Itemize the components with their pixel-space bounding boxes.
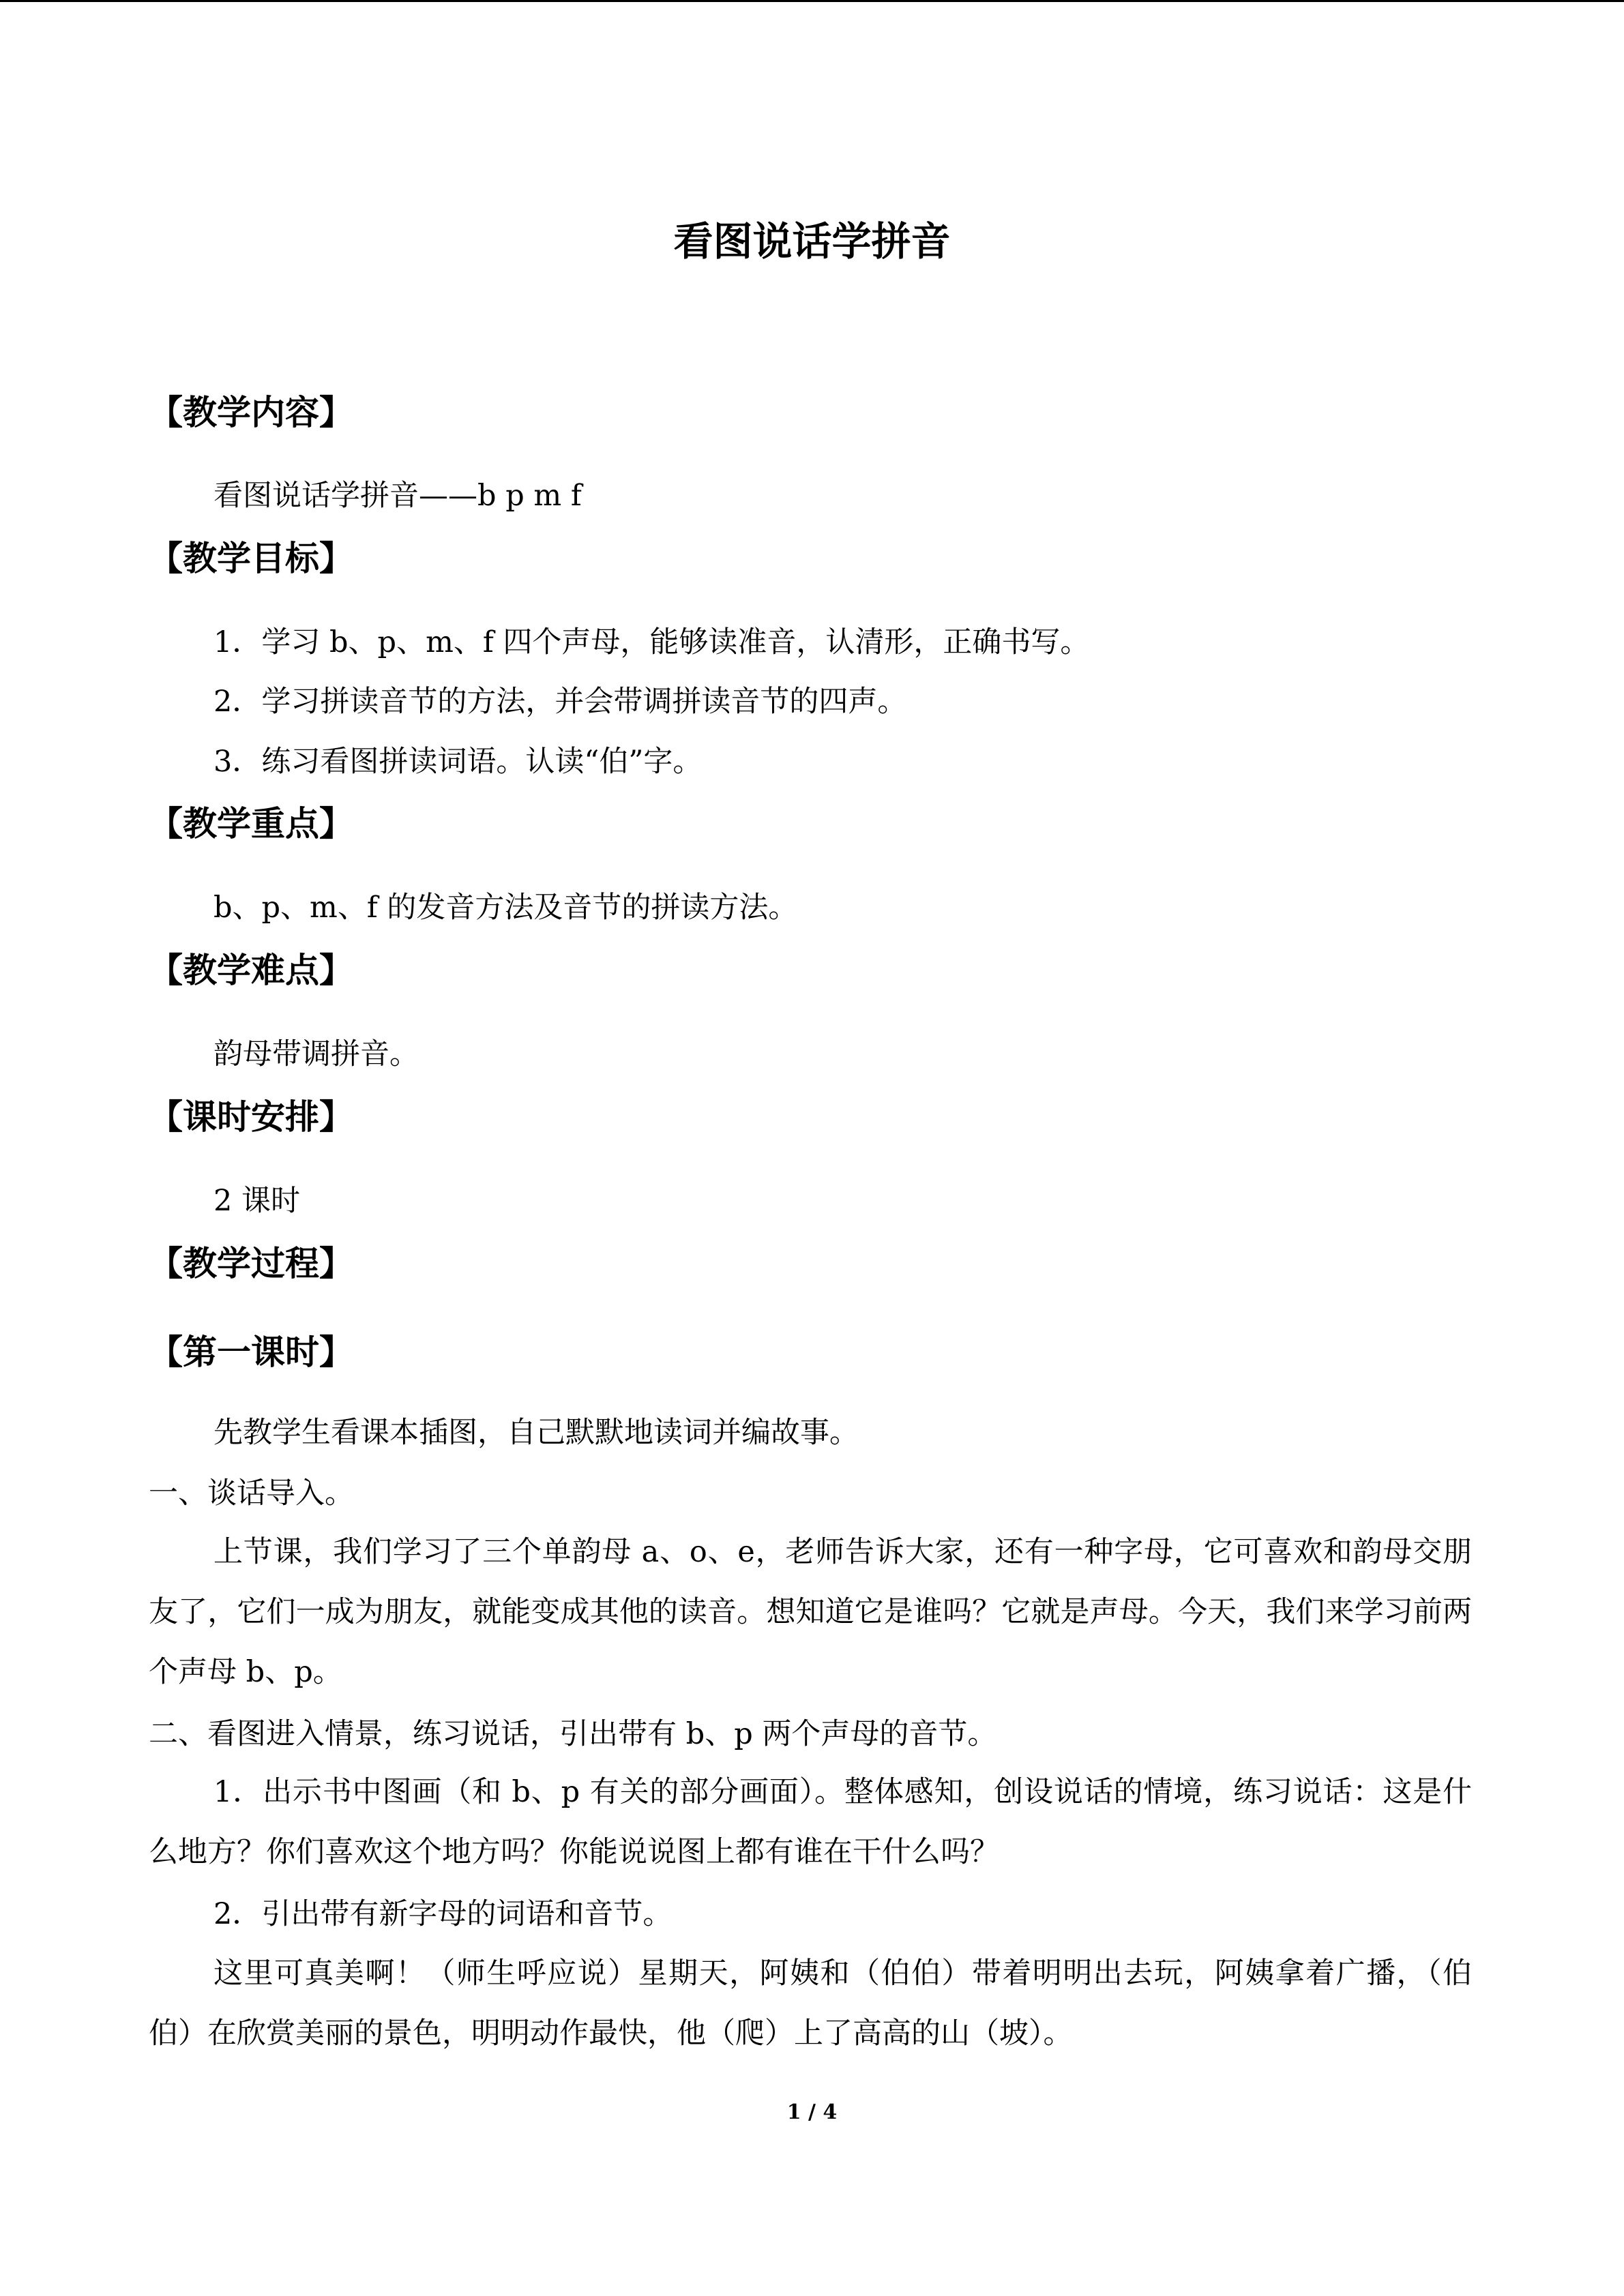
page-number: 1 / 4 [786,2100,838,2124]
step2-title: 二、看图进入情景，练习说话，引出带有 b、p 两个声母的音节。 [149,1717,997,1751]
heading-teaching-goals: 【教学目标】 [149,539,353,578]
schedule-text: 2 课时 [213,1184,301,1218]
heading-teaching-process: 【教学过程】 [149,1244,353,1283]
intro-paragraph: 先教学生看课本插图，自己默默地读词并编故事。 [213,1416,859,1450]
step2-item-2: 2．引出带有新字母的词语和音节。 [213,1897,673,1931]
step1-title: 一、谈话导入。 [149,1476,354,1510]
teaching-content-text: 看图说话学拼音——b p m f [213,479,582,513]
difficulties-text: 韵母带调拼音。 [213,1037,419,1071]
heading-key-points: 【教学重点】 [149,804,353,844]
goal-item-3: 3．练习看图拼读词语。认读“伯”字。 [213,745,703,779]
heading-teaching-content: 【教学内容】 [149,393,353,432]
goal-item-2: 2．学习拼读音节的方法，并会带调拼读音节的四声。 [213,685,907,719]
goal-item-1: 1．学习 b、p、m、f 四个声母，能够读准音，认清形，正确书写。 [213,625,1090,659]
heading-schedule: 【课时安排】 [149,1097,353,1137]
key-points-text: b、p、m、f 的发音方法及音节的拼读方法。 [213,891,798,925]
heading-difficulties: 【教学难点】 [149,951,353,990]
heading-first-lesson: 【第一课时】 [149,1332,353,1372]
step1-paragraph: 上节课，我们学习了三个单韵母 a、o、e，老师告诉大家，还有一种字母，它可喜欢和韵母交朋友了，它们一成为朋友，就能变成其他的读音。想知道它是谁吗？它就是声母。今天，我们来学习前两个声母 b、p。 [149,1535,1472,1689]
document-title: 看图说话学拼音 [673,218,951,265]
step2-story: 这里可真美啊！（师生呼应说）星期天，阿姨和（伯伯）带着明明出去玩，阿姨拿着广播，（伯伯）在欣赏美丽的景色，明明动作最快，他（爬）上了高高的山（坡）。 [149,1956,1472,2051]
top-border-line [0,0,1624,2]
step2-item-1: 1．出示书中图画（和 b、p 有关的部分画面）。整体感知，创设说话的情境，练习说话：这是什么地方？你们喜欢这个地方吗？你能说说图上都有谁在干什么吗？ [149,1775,1472,1869]
